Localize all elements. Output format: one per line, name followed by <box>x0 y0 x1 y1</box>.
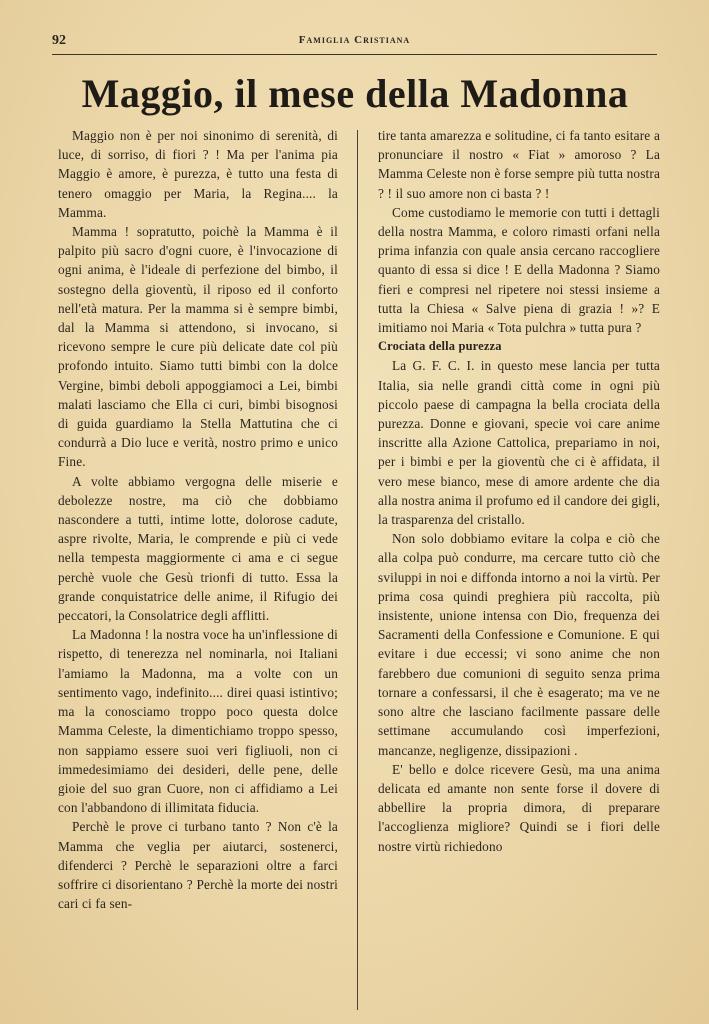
paragraph: E' bello e dolce ricevere Gesù, ma una anima delicata ed amante non sente forse il dovere di abbellire la propria dimora, di preparare l'accoglienza migliore? Quindi se i fiori delle nostre virtù richiedono <box>378 761 660 854</box>
running-head: Famiglia Cristiana <box>298 34 411 46</box>
right-column <box>378 126 660 856</box>
page-header <box>52 30 657 55</box>
paragraph: La Madonna ! la nostra voce ha un'inflessione di rispetto, di tenerezza nel nominarla, noi Italiani l'amiamo la Madonna, ma a volte con un sentimento vago, indefinito.... direi quasi istintivo; ma la conosciamo troppo poco questa dolce Mamma Celeste, la dimentichiamo troppo spesso, non sappiamo essere suoi veri figliuoli, non ci immedesimiamo dei desideri, delle pene, delle gioie del suo gran Cuore, non ci affidiamo a Lei con l'abbandono di illimitata fiducia. <box>58 627 338 816</box>
column-divider <box>357 130 358 1010</box>
page-number: 92 <box>52 33 66 48</box>
section-heading: Crociata della purezza <box>378 339 502 354</box>
paragraph: A volte abbiamo vergogna delle miserie e debolezze nostre, ma ciò che dobbiamo nascondere a tutti, intime lotte, dolorose cadute, aspre rivolte, Maria, le comprende e più ci vede nella tempesta maggiormente ci ama e ci segue perchè vuole che Gesù trionfi di tutto. Essa la grande conquistatrice delle anime, il Rifugio dei peccatori, la Consolatrice degli afflitti. <box>58 473 338 624</box>
left-column <box>58 126 338 913</box>
paragraph: La G. F. C. I. in questo mese lancia per tutta Italia, sia nelle grandi città come in ogni più piccolo paese di campagna la bella crociata della purezza. Donne e giovani, specie voi care anime inscritte alla Azione Cattolica, prepariamo in noi, per i bimbi e per la gioventù che ci è affidata, il vero mese bianco, mese di amore ardente che dia alla nostra anima il profumo ed il candore dei gigli, la trasparenza del cristallo. <box>378 358 660 528</box>
paragraph: Mamma ! sopratutto, poichè la Mamma è il palpito più sacro d'ogni cuore, è l'invocazione di ogni anima, è l'ideale di perfezione del bimbo, il sostegno della gioventù, il riposo ed il conforto nell'età matura. Per la mamma si è sempre bimbi, dal la Mamma si attendono, si invocano, si ricevono sempre le cure più delicate date col più profondo intuito. Siamo tutti bimbi con la dolce Vergine, bimbi deboli appoggiamoci a Lei, bimbi malati lasciamo che Ella ci curi, bimbi bisognosi di guida guardiamo la Stella Mattutina che ci condurrà a Dio luce e verità, nostro primo e unico Fine. <box>58 224 338 470</box>
paragraph: Come custodiamo le memorie con tutti i dettagli della nostra Mamma, e coloro rimasti orfani nella prima infanzia con quale ansia cercano raccogliere quanto di essa si dice ! E della Madonna ? Siamo fieri e compresi nel ripetere noi stessi insieme a tutta la Chiesa « Salve piena di grazia ! »? E imitiamo noi Maria « Tota pulchra » tutta pura ? <box>378 204 660 336</box>
paragraph: Perchè le prove ci turbano tanto ? Non c'è la Mamma che veglia per aiutarci, sostenerci, difenderci ? Perchè le separazioni oltre a farci soffrire ci disorientano ? Perchè la morte dei nostri cari ci fa sen- <box>58 819 338 912</box>
paragraph: tire tanta amarezza e solitudine, ci fa tanto esitare a pronunciare il nostro « Fiat » amoroso ? La Mamma Celeste non è forse sempre più tutta nostra ? ! il suo amore non ci basta ? ! <box>378 128 660 201</box>
paragraph: Maggio non è per noi sinonimo di serenità, di luce, di sorriso, di fiori ? ! Ma per l'anima pia Maggio è amore, è purezza, è tutto una festa di tenero omaggio per Maria, la Regina.... la Mamma. <box>58 128 338 220</box>
article-title: Maggio, il mese della Madonna <box>81 71 629 116</box>
paragraph: Non solo dobbiamo evitare la colpa e ciò che alla colpa può condurre, ma cercare tutto ciò che sviluppi in noi e diffonda intorno a noi la virtù. Per prima cosa quindi preghiera più raccolta, più insistente, unione intensa con Dio, frequenza dei Sacramenti della Confessione e Comunione. E qui evitare i due eccessi; vi sono anime che non farebbero due comunioni di seguito senza prima tornare a confessarsi, il che è esagerato; ma ve ne sono altre che lasciano facilmente passare delle settimane accumulando così imperfezioni, mancanze, negligenze, dissipazioni . <box>378 531 660 758</box>
